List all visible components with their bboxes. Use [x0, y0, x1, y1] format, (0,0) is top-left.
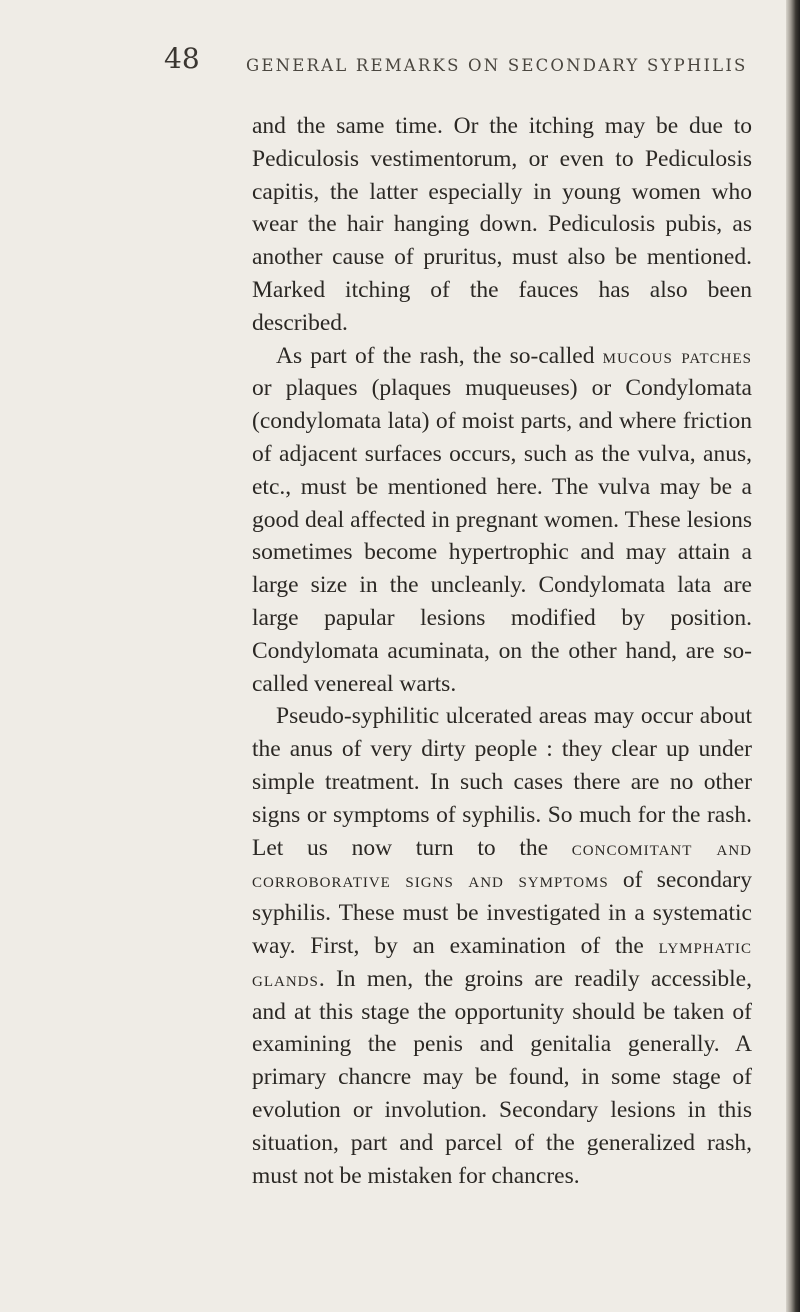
paragraph [252, 340, 752, 701]
paragraph [252, 700, 752, 1192]
running-head [164, 42, 760, 84]
body-text [252, 110, 752, 1192]
text-segment: As part of the rash, the so-called [276, 342, 603, 369]
page-edge-shadow [786, 0, 800, 1312]
paragraph [252, 110, 752, 340]
text-segment: of secondary syphilis. These must be investigated in a systematic way. First, by an examination of the [252, 867, 752, 959]
small-caps-term: lymphatic glands [252, 933, 752, 991]
text-segment: or plaques (plaques muqueuses) or Condylomata (condylomata lata) of moist parts, and where friction of adjacent surfaces occurs, such as the vulva, anus, etc., must be mentioned here. The vulva may be a good deal affected in pregnant women. These lesions sometimes become hypertrophic and may attain a large size in the uncleanly. Condylomata lata are large papular lesions modified by position. Condylomata acuminata, on the other hand, are so-called venereal warts. [252, 375, 752, 697]
text-segment: . In men, the groins are readily accessible, and at this stage the opportunity should be taken of examining the penis and genitalia generally. A primary chancre may be found, in some stage of evolution or involution. Secondary lesions in this situation, part and parcel of the generalized rash, must not be mistaken for chancres. [252, 965, 752, 1189]
page-number: 48 [164, 42, 200, 75]
small-caps-term: mucous patches [602, 343, 752, 368]
running-head-title: GENERAL REMARKS ON SECONDARY SYPHILIS [246, 56, 748, 75]
small-caps-term: concomitant and corroborative signs and symptoms [252, 835, 752, 893]
text-segment: and the same time. Or the itching may be due to Pediculosis vestimentorum, or even to Pediculosis capitis, the latter especially in young women who wear the hair hanging down. Pediculosis pubis, as another cause of pruritus, must also be mentioned. Marked itching of the fauces has also been described. [252, 113, 752, 336]
text-segment: Pseudo-syphilitic ulcerated areas may occur about the anus of very dirty people : they clear up under simple treatment. In such cases there are no other signs or symptoms of syphilis. So much for the rash. Let us now turn to the [252, 703, 752, 861]
